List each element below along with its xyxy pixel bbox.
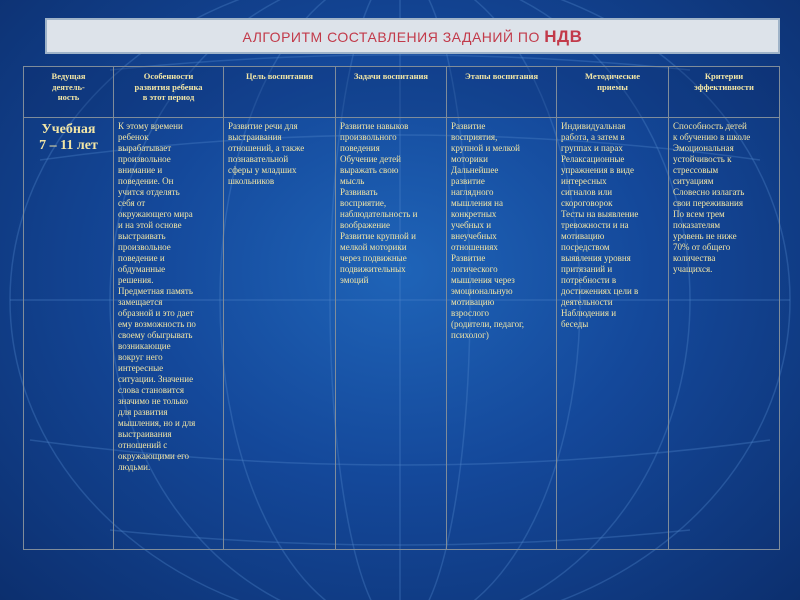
text-line: Этапы воспитания [464, 71, 539, 81]
text-line: Наблюдения и [561, 308, 617, 318]
text-line: отношений с [118, 440, 168, 450]
text-line: обдуманные [118, 264, 166, 274]
text-line: сигналов или [561, 187, 613, 197]
text-line: интересных [561, 176, 607, 186]
text-line: учебных и [451, 220, 492, 230]
text-line: своему обыгрывать [118, 330, 193, 340]
table-header-row [24, 67, 780, 118]
page-title-abbreviation: НДВ [544, 27, 583, 46]
table-row [24, 118, 780, 550]
text-line: К этому времени [118, 121, 183, 131]
text-line: Методические [585, 71, 640, 81]
text-line: воображение [340, 220, 390, 230]
text-line: эмоциональную [451, 286, 513, 296]
text-line: Ведущая [51, 71, 86, 81]
text-line: к обучению в школе [673, 132, 751, 142]
text-line: вокруг него [118, 352, 163, 362]
text-line: стрессовым [673, 165, 719, 175]
cell-methods [557, 118, 669, 550]
text-line: Цель воспитания [245, 71, 314, 81]
text-line: Задачи воспитания [353, 71, 429, 81]
text-line: школьников [228, 176, 275, 186]
text-line: восприятие, [340, 198, 387, 208]
text-line: выявления уровня [561, 253, 631, 263]
text-line: моторики [451, 154, 488, 164]
header-criteria [669, 67, 780, 118]
text-line: Развитие [451, 121, 486, 131]
text-line: упражнения в виде [561, 165, 635, 175]
text-line: деятельности [561, 297, 613, 307]
header-methods [557, 67, 669, 118]
text-line: сферы у младших [228, 165, 297, 175]
text-line: логического [451, 264, 498, 274]
text-line: устойчивость к [673, 154, 732, 164]
text-line: через подвижные [340, 253, 407, 263]
text-line: взрослого [451, 308, 489, 318]
page-title [47, 27, 778, 47]
cell-development [114, 118, 224, 550]
text-line: мысль [340, 176, 365, 186]
text-line: достижениях цели в [561, 286, 639, 296]
text-line: наглядного [451, 187, 494, 197]
text-line: мышления через [451, 275, 515, 285]
text-line: выстраивать [118, 231, 166, 241]
text-line: конкретных [451, 209, 497, 219]
text-line: мышления, но и для [118, 418, 196, 428]
title-banner [45, 18, 780, 54]
text-line: произвольного [340, 132, 397, 142]
text-line: возникающие [118, 341, 171, 351]
text-line: ситуации. Значение [118, 374, 194, 384]
text-line: решения. [118, 275, 154, 285]
text-line: Способность детей [673, 121, 747, 131]
text-line: количества [673, 253, 716, 263]
text-line: окружающего мира [118, 209, 193, 219]
text-line: ребенок [118, 132, 149, 142]
text-line: и на этой основе [118, 220, 182, 230]
text-line: Эмоциональная [673, 143, 734, 153]
text-line: произвольное [118, 154, 171, 164]
text-line: Критерии [704, 71, 744, 81]
header-goal [224, 67, 336, 118]
text-line: свои переживания [673, 198, 743, 208]
text-line: посредством [561, 242, 610, 252]
text-line: развитие [451, 176, 485, 186]
text-line: 7 – 11 лет [39, 138, 98, 153]
text-line: 70% от общего [673, 242, 731, 252]
text-line: поведение и [118, 253, 165, 263]
text-line: Развитие навыков [340, 121, 409, 131]
text-line: крупной и мелкой [451, 143, 520, 153]
text-line: Индивидуальная [561, 121, 626, 131]
text-line: отношениях [451, 242, 498, 252]
text-line: беседы [561, 319, 589, 329]
text-line: психолог) [451, 330, 489, 340]
cell-activity [24, 118, 114, 550]
text-line: учится отделять [118, 187, 180, 197]
text-line: мотивацию [451, 297, 495, 307]
text-line: познавательной [228, 154, 289, 164]
text-line: учащихся. [673, 264, 713, 274]
text-line: отношений, а также [228, 143, 305, 153]
text-line: наблюдательность и [340, 209, 418, 219]
text-line: значимо не только [118, 396, 189, 406]
algorithm-table [23, 66, 780, 550]
header-stages [447, 67, 557, 118]
text-line: Релаксационные [561, 154, 625, 164]
text-line: мелкой моторики [340, 242, 407, 252]
text-line: эффективности [694, 81, 754, 92]
cell-stages [447, 118, 557, 550]
text-line: подвижительных [340, 264, 406, 274]
text-line: Дальнейшее [451, 165, 499, 175]
text-line: потребности в [561, 275, 617, 285]
text-line: группах и парах [561, 143, 623, 153]
header-tasks [336, 67, 447, 118]
cell-tasks [336, 118, 447, 550]
text-line: деятель- [52, 81, 85, 92]
text-line: По всем трем [673, 209, 725, 219]
header-activity [24, 67, 114, 118]
text-line: эмоций [340, 275, 369, 285]
text-line: поведение. Он [118, 176, 174, 186]
text-line: притязаний и [561, 264, 613, 274]
text-line: ему возможность по [118, 319, 196, 329]
text-line: выражать свою [340, 165, 399, 175]
text-line: поведения [340, 143, 380, 153]
text-line: Развитие крупной и [340, 231, 416, 241]
text-line: Развитие речи для [228, 121, 298, 131]
text-line: для развития [118, 407, 168, 417]
text-line: выстраивания [228, 132, 282, 142]
text-line: замещается [118, 297, 163, 307]
text-line: скороговорок [561, 198, 613, 208]
text-line: произвольное [118, 242, 171, 252]
text-line: тревожности и на [561, 220, 629, 230]
text-line: Особенности [143, 71, 194, 81]
text-line: слова становится [118, 385, 184, 395]
text-line: Учебная [41, 122, 96, 137]
text-line: работа, а затем в [561, 132, 625, 142]
cell-criteria [669, 118, 780, 550]
text-line: Обучение детей [340, 154, 401, 164]
text-line: ность [57, 92, 80, 102]
text-line: (родители, педагог, [451, 319, 525, 329]
text-line: уровень не ниже [673, 231, 737, 241]
text-line: вырабатывает [118, 143, 172, 153]
text-line: Тесты на выявление [561, 209, 639, 219]
text-line: внеучебных [451, 231, 497, 241]
text-line: приемы [597, 81, 628, 92]
text-line: Предметная память [118, 286, 193, 296]
text-line: людьми. [118, 462, 151, 472]
text-line: мотивацию [561, 231, 605, 241]
text-line: выстраивания [118, 429, 172, 439]
text-line: окружающими его [118, 451, 190, 461]
text-line: внимание и [118, 165, 163, 175]
text-line: развития ребенка [134, 81, 203, 92]
text-line: восприятия, [451, 132, 498, 142]
text-line: показателям [673, 220, 721, 230]
text-line: интересные [118, 363, 164, 373]
text-line: в этот период [142, 92, 195, 102]
text-line: ситуациям [673, 176, 714, 186]
text-line: мышления на [451, 198, 503, 208]
text-line: Развивать [340, 187, 378, 197]
text-line: Развитие [451, 253, 486, 263]
text-line: образной и это дает [118, 308, 194, 318]
cell-goal [224, 118, 336, 550]
header-development [114, 67, 224, 118]
text-line: себя от [118, 198, 146, 208]
text-line: Словесно излагать [673, 187, 745, 197]
page-title-text: АЛГОРИТМ СОСТАВЛЕНИЯ ЗАДАНИЙ ПО [242, 29, 540, 45]
